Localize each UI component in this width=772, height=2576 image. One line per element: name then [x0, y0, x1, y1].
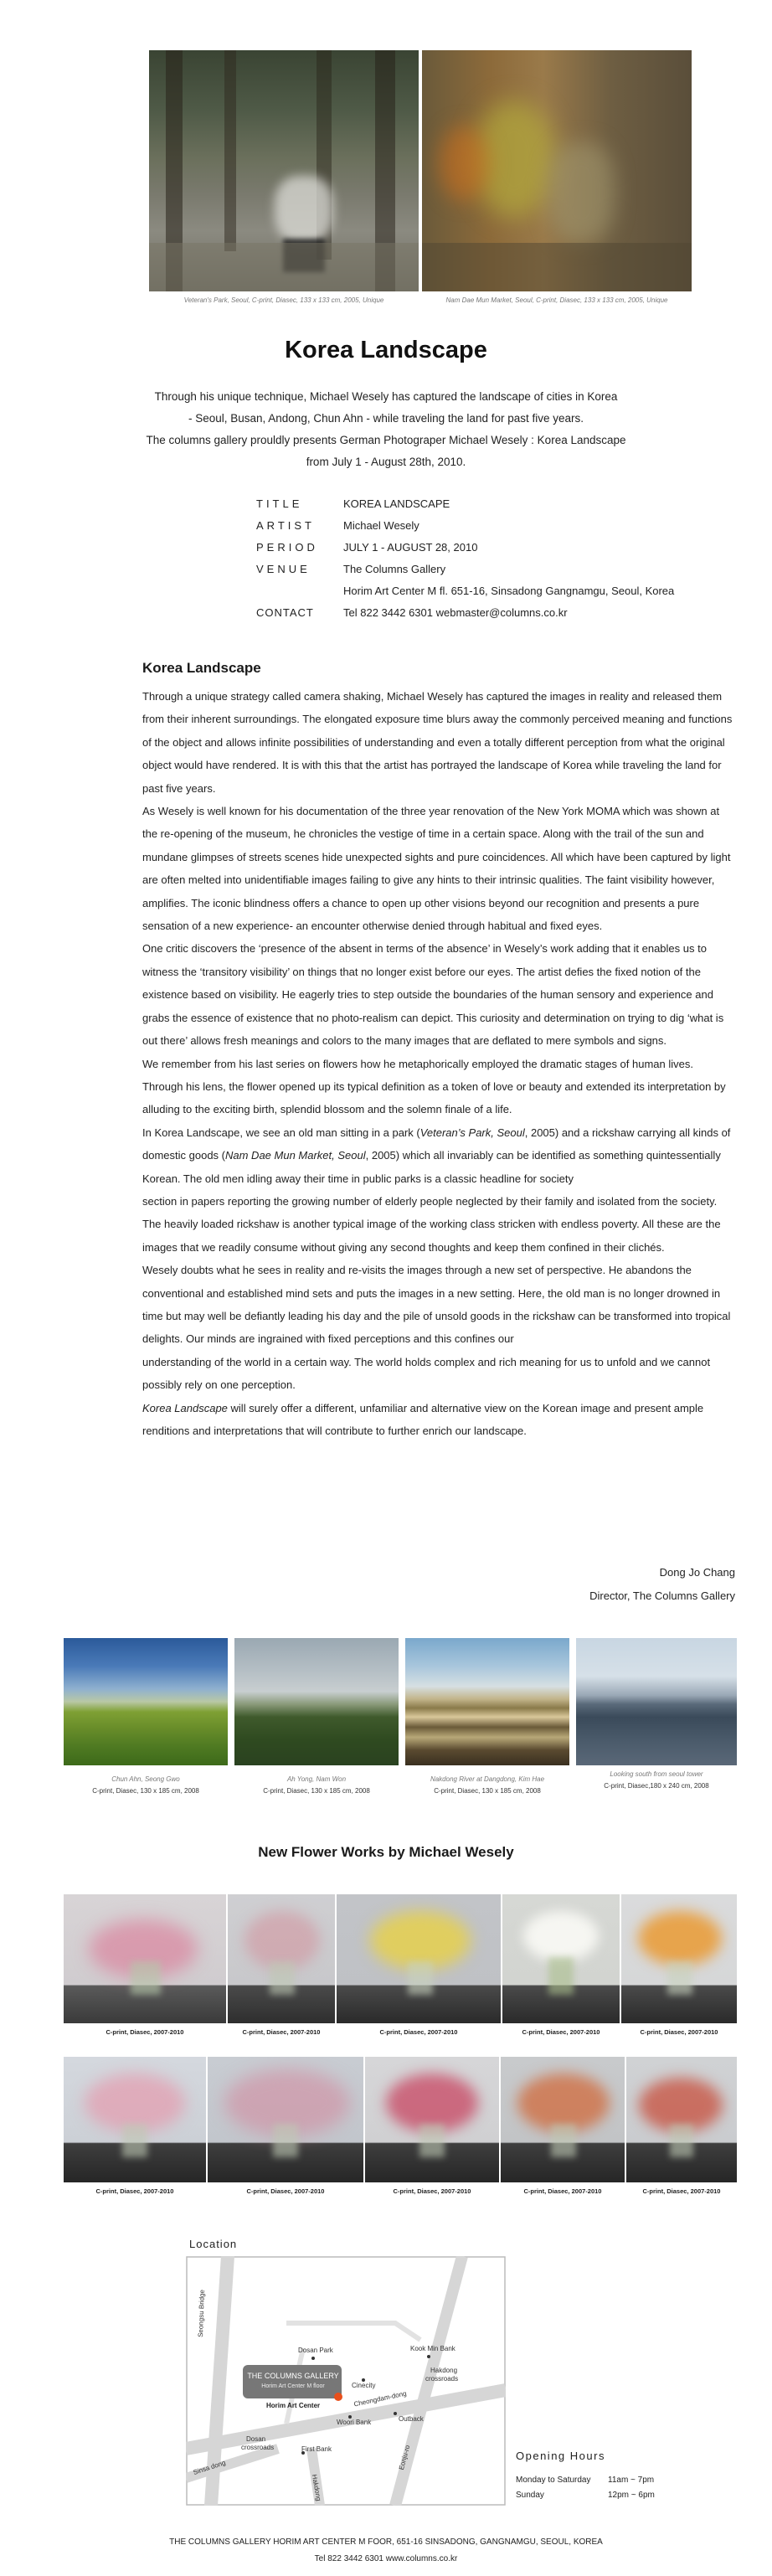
gallery-map-marker [243, 2365, 342, 2398]
landscape-title: Chun Ahn, Seong Gwo [111, 1775, 180, 1783]
map-dosan-crossroads: Dosan [246, 2435, 266, 2443]
flower-caption: C-print, Diasec, 2007-2010 [640, 2028, 718, 2036]
essay-paragraph: One critic discovers the ‘presence of the absent in terms of the absence’ in Wesely’s work adding that it enables us to witness the ‘transitory visibility’ on things that no longer exist before our eyes. The artist defies the fixed notion of the existence based on visibility. He eagerly tries to step outside the boundaries of the human sensory and experience and grabs the essence of existence that no photo-realism can depict. This curiosity and determination on trying to dig ‘what is out there’ allows fresh meanings and colors to the many images that are deflated to mere symbols and signs. [142, 942, 724, 1048]
map-hakdong-crossroads: crossroads [425, 2375, 459, 2383]
essay-work-title: Nam Dae Mun Market, Seoul [225, 1149, 366, 1162]
essay-text: , 2005) which all invariably can be identified as something quintessentially Korean. The old men idling away their time in public parks is a classic headline for society [142, 1149, 721, 1185]
essay-paragraph [142, 1397, 735, 1443]
map-horim-art-center: Horim Art Center [266, 2402, 321, 2409]
essay-paragraph: Wesely doubts what he sees in reality and re-visits the images through a new set of perspective. He abandons the conventional and established mind sets and puts the images in a new setting. Here, the old man is no longer drowned in time but may well be defiantly leading his day and the pile of unsold goods in the rickshaw can be transformed into tropical delights. Our minds are ingrained with fixed perceptions and this confines our [142, 1264, 731, 1346]
landscape-detail: C-print, Diasec,180 x 240 cm, 2008 [604, 1782, 709, 1790]
flower-caption: C-print, Diasec, 2007-2010 [246, 2187, 325, 2195]
page-title: Korea Landscape [285, 337, 487, 363]
veterans-park-photo [149, 50, 419, 291]
info-period-label: PERIOD [256, 541, 318, 554]
signature-title: Director, The Columns Gallery [589, 1589, 735, 1602]
map-hakdong: Hakdong [310, 2473, 323, 2502]
map-cinecity: Cinecity [352, 2382, 376, 2389]
signature-name: Dong Jo Chang [659, 1566, 735, 1579]
intro-line-1: Through his unique technique, Michael Wesely has captured the landscape of cities in Korea [154, 390, 618, 403]
footer-address: THE COLUMNS GALLERY HORIM ART CENTER M FOOR, 651-16 SINSADONG, GANGNAMGU, SEOUL, KOREA [169, 2537, 603, 2547]
location-map [186, 2256, 506, 2506]
landscape-detail: C-print, Diasec, 130 x 185 cm, 2008 [263, 1787, 370, 1795]
intro-line-2: - Seoul, Busan, Andong, Chun Ahn - while traveling the land for past five years. [188, 412, 584, 425]
map-hakdong-crossroads: Hakdong [430, 2367, 458, 2374]
hours-weekday: Monday to Saturday [516, 2476, 591, 2485]
gallery-location-pin [334, 2393, 342, 2401]
essay-work-title: Veteran’s Park, Seoul [419, 1126, 525, 1139]
flower-caption: C-print, Diasec, 2007-2010 [393, 2187, 471, 2195]
essay-work-title: Korea Landscape [142, 1401, 228, 1414]
map-sinsa-dong: Sinsa dong [192, 2459, 227, 2476]
landscape-photo-chun-ahn [64, 1638, 228, 1765]
flower-photo [502, 1894, 620, 2023]
essay-paragraph [142, 1121, 735, 1190]
flowers-heading: New Flower Works by Michael Wesely [258, 1844, 514, 1860]
flower-caption: C-print, Diasec, 2007-2010 [379, 2028, 458, 2036]
flower-caption: C-print, Diasec, 2007-2010 [95, 2187, 174, 2195]
essay-text: In Korea Landscape, we see an old man sitting in a park ( [142, 1126, 420, 1139]
map-cheongdam-dong: Cheongdam-dong [353, 2389, 408, 2409]
info-contact-label: CONTACT [256, 606, 314, 619]
landscape-detail: C-print, Diasec, 130 x 185 cm, 2008 [92, 1787, 199, 1795]
essay-paragraph: understanding of the world in a certain way. The world holds complex and rich meaning for us to unfold and we cannot possibly rely on one perception. [142, 1355, 711, 1392]
landscape-photo-ah-yong [234, 1638, 399, 1765]
flower-photo [208, 2057, 363, 2182]
hours-sunday: Sunday [516, 2491, 544, 2500]
flower-photo [228, 1894, 335, 2023]
essay-heading: Korea Landscape [142, 660, 261, 676]
map-first-bank: First Bank [301, 2445, 332, 2453]
essay-paragraph: section in papers reporting the growing number of elderly people neglected by their family and isolated from the society. The heavily loaded rickshaw is another typical image of the working class stricken with endless poverty. All these are the images that we readily consume without giving any second thoughts and keep them confined in their clichés. [142, 1194, 721, 1254]
landscape-photo-nakdong-river [405, 1638, 569, 1765]
map-gallery-name: THE COLUMNS GALLERY [247, 2372, 339, 2380]
map-dosan-crossroads: crossroads [241, 2444, 275, 2451]
flower-caption: C-print, Diasec, 2007-2010 [523, 2187, 602, 2195]
info-venue-address: Horim Art Center M fl. 651-16, Sinsadong Gangnamgu, Seoul, Korea [343, 585, 675, 597]
landscape-photo-seoul-tower [576, 1638, 737, 1765]
landscape-title: Nakdong River at Dangdong, Kim Hae [430, 1775, 545, 1783]
map-seongsu-bridge: Seongsu Bridge [196, 2289, 206, 2338]
flower-photo [626, 2057, 737, 2182]
nam-dae-mun-market-photo [422, 50, 692, 291]
hours-sunday-time: 12pm ~ 6pm [608, 2491, 655, 2500]
essay-paragraph: Through a unique strategy called camera shaking, Michael Wesely has captured the images in reality and released them from their inherent surroundings. The elongated exposure time blurs away the commonly perceived meaning and functions of the object and allows infinite possibilities of understanding and even a totally different perception from what the original object would have rendered. It is with this that the artist has portrayed the landscape of Korea while traveling the land for past five years. [142, 690, 733, 795]
essay-body [142, 685, 735, 1442]
flower-photo [621, 1894, 737, 2023]
hours-weekday-time: 11am ~ 7pm [608, 2476, 655, 2485]
info-contact-value: Tel 822 3442 6301 webmaster@columns.co.kr [343, 606, 568, 619]
location-label: Location [189, 2238, 238, 2250]
landscape-title: Looking south from seoul tower [610, 1770, 703, 1778]
essay-paragraph: As Wesely is well known for his documentation of the three year renovation of the New York MOMA which was shown at the re-opening of the museum, he chronicles the vestige of time in a certain space. Along with the trail of the sun and mundane glimpses of streets scenes hide unexpected sights and pure coincidences. All which have been captured by light are often melted into unidentifiable images failing to give any hints to their intrinsic qualities. The faint visibility however, amplifies. The iconic blindness offers a chance to open up other visions beyond our recognition and presents a pure sensation of a new experience- an encounter otherwise denied through habitual and fixed eyes. [142, 805, 731, 933]
map-dosan-park: Dosan Park [298, 2347, 333, 2354]
flower-photo [501, 2057, 625, 2182]
info-title-value: KOREA LANDSCAPE [343, 497, 450, 510]
flower-caption: C-print, Diasec, 2007-2010 [106, 2028, 184, 2036]
map-woori-bank: Woori Bank [337, 2419, 372, 2426]
flower-caption: C-print, Diasec, 2007-2010 [522, 2028, 600, 2036]
flower-photo [64, 2057, 206, 2182]
nam-dae-mun-caption: Nam Dae Mun Market, Seoul, C-print, Diasec, 133 x 133 cm, 2005, Unique [445, 296, 668, 304]
map-outback: Outback [399, 2415, 424, 2423]
footer-contact: Tel 822 3442 6301 www.columns.co.kr [314, 2554, 458, 2563]
essay-text: will surely offer a different, unfamiliar and alternative view on the Korean image and present ample renditions and interpretations that will contribute to further enrich our landscape. [142, 1401, 704, 1437]
info-title-label: TITLE [256, 497, 303, 510]
essay-text: , 2005) and a rickshaw carrying all kinds of domestic goods ( [142, 1126, 731, 1162]
info-venue-value: The Columns Gallery [343, 563, 446, 575]
info-period-value: JULY 1 - AUGUST 28, 2010 [343, 541, 478, 554]
essay-paragraph: We remember from his last series on flowers how he metaphorically employed the dramatic stages of human lives. Through his lens, the flower opened up its typical definition as a token of love or beauty and extended its interpretation by alluding to the exciting birth, splendid blossom and the solemn finale of a life. [142, 1057, 726, 1116]
intro-line-3: The columns gallery prouldly presents German Photograper Michael Wesely : Korea Landscape [146, 434, 626, 446]
map-gallery-floor: Horim Art Center M floor [261, 2383, 325, 2389]
opening-hours-label: Opening Hours [516, 2450, 605, 2462]
flower-photo [337, 1894, 501, 2023]
veterans-park-caption: Veteran's Park, Seoul, C-print, Diasec, 133 x 133 cm, 2005, Unique [183, 296, 384, 304]
map-eonju-ro: Eonju-ro [397, 2444, 412, 2471]
flower-caption: C-print, Diasec, 2007-2010 [642, 2187, 721, 2195]
landscape-detail: C-print, Diasec, 130 x 185 cm, 2008 [434, 1787, 541, 1795]
landscape-title: Ah Yong, Nam Won [286, 1775, 347, 1783]
info-artist-label: ARTIST [256, 519, 315, 532]
flower-photo [365, 2057, 499, 2182]
flower-caption: C-print, Diasec, 2007-2010 [242, 2028, 321, 2036]
info-artist-value: Michael Wesely [343, 519, 419, 532]
flower-photo [64, 1894, 226, 2023]
info-venue-label: VENUE [256, 563, 311, 575]
map-kook-min-bank: Kook Min Bank [410, 2345, 455, 2352]
intro-line-4: from July 1 - August 28th, 2010. [306, 456, 466, 468]
